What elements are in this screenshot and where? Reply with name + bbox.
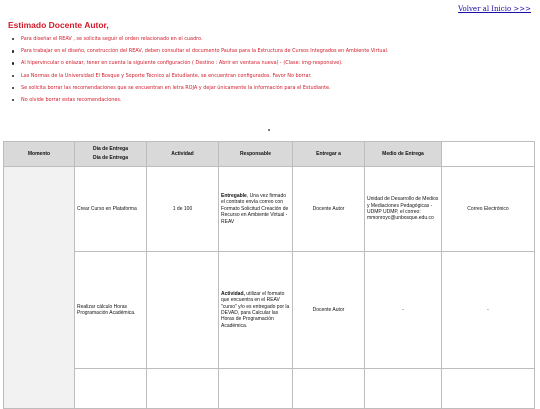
instruction-item: Para trabajar en el diseño, construcción del REAV, deben consultar el documento Pautas para la Estructura de Cursos Integrados en Ambiente Virtual. [0,45,388,57]
header-entregar-a: Entregar a [293,142,365,167]
medio-entrega-cell: Unidad de Desarrollo de Medios y Mediaciones Pedagógicas - UDMP UDMP, el correo: mmonroyc@unbosque.edu.co [365,167,442,252]
header-dia-entrega-line1: Día de Entrega [92,146,128,152]
actividad-cell [147,369,219,409]
instruction-item: Se solicita borrar las recomendaciones que se encuentran en letra ROJA y dejar únicamente la información para el Estudiante. [0,82,388,94]
responsable-bold: Entregable [221,192,247,199]
responsable-cell [219,252,293,369]
header-responsable: Responsable [219,142,293,167]
header-dia-entrega [75,142,147,167]
extra-cell: - [442,252,535,369]
header-empty [442,142,535,167]
actividad-cell: 1 de 100 [147,167,219,252]
medio-entrega-cell: - [365,252,442,369]
table-header-row [4,142,535,167]
delivery-schedule-table [3,141,535,409]
responsable-bold: Actividad, [221,290,245,297]
header-actividad: Actividad [147,142,219,167]
instruction-item: No olvide borrar estas recomendaciones. [0,94,388,106]
extra-cell [442,369,535,409]
dia-entrega-cell: Crear Curso en Plataforma [75,167,147,252]
table-row [4,252,535,369]
table-row [4,369,535,409]
separator-dot [268,129,270,131]
dia-entrega-cell [75,369,147,409]
entregar-a-cell [293,369,365,409]
responsable-cell [219,369,293,409]
momento-cell [4,167,75,409]
medio-entrega-cell [365,369,442,409]
header-momento: Momento [4,142,75,167]
responsable-cell [219,167,293,252]
responsable-text: utilizar el formato que encuentra en el REAV "curso" y/o es entregado por la DEVAD, para Calcular las Horas de Programación Académica. [221,290,290,329]
responsable-text: , Una vez firmado el contrato envía correo con Formato Solicitud Creación de Recurso en Ambiente Virtual -REAV [221,192,289,225]
instruction-item: Al hipervincular o enlazar, tener en cuenta la siguiente configuración ( Destino : Abrir en ventana nueva) - (Clase: img-responsive). [0,57,388,69]
entregar-a-cell: Docente Autor [293,167,365,252]
actividad-cell [147,252,219,369]
header-medio-entrega: Medio de Entrega [365,142,442,167]
instruction-item: Para diseñar el REAV , se solicita seguir el orden relacionado en el cuadro. [0,33,388,45]
header-dia-entrega-line2: Día de Entrega [92,155,128,161]
extra-cell: Correo Electrónico [442,167,535,252]
entregar-a-cell: Docente Autor [293,252,365,369]
instructions-list [0,33,388,106]
table-row [4,167,535,252]
dia-entrega-cell: Realizar cálculo Horas Programación Académica. [75,252,147,369]
back-to-home-link[interactable]: Volver al Inicio >>> [458,5,531,13]
page-title: Estimado Docente Autor, [8,20,109,30]
instruction-item: Las Normas de la Universidad El Bosque y Soporte Técnico al Estudiante, se encuentran configurados. Favor No borrar. [0,70,388,82]
